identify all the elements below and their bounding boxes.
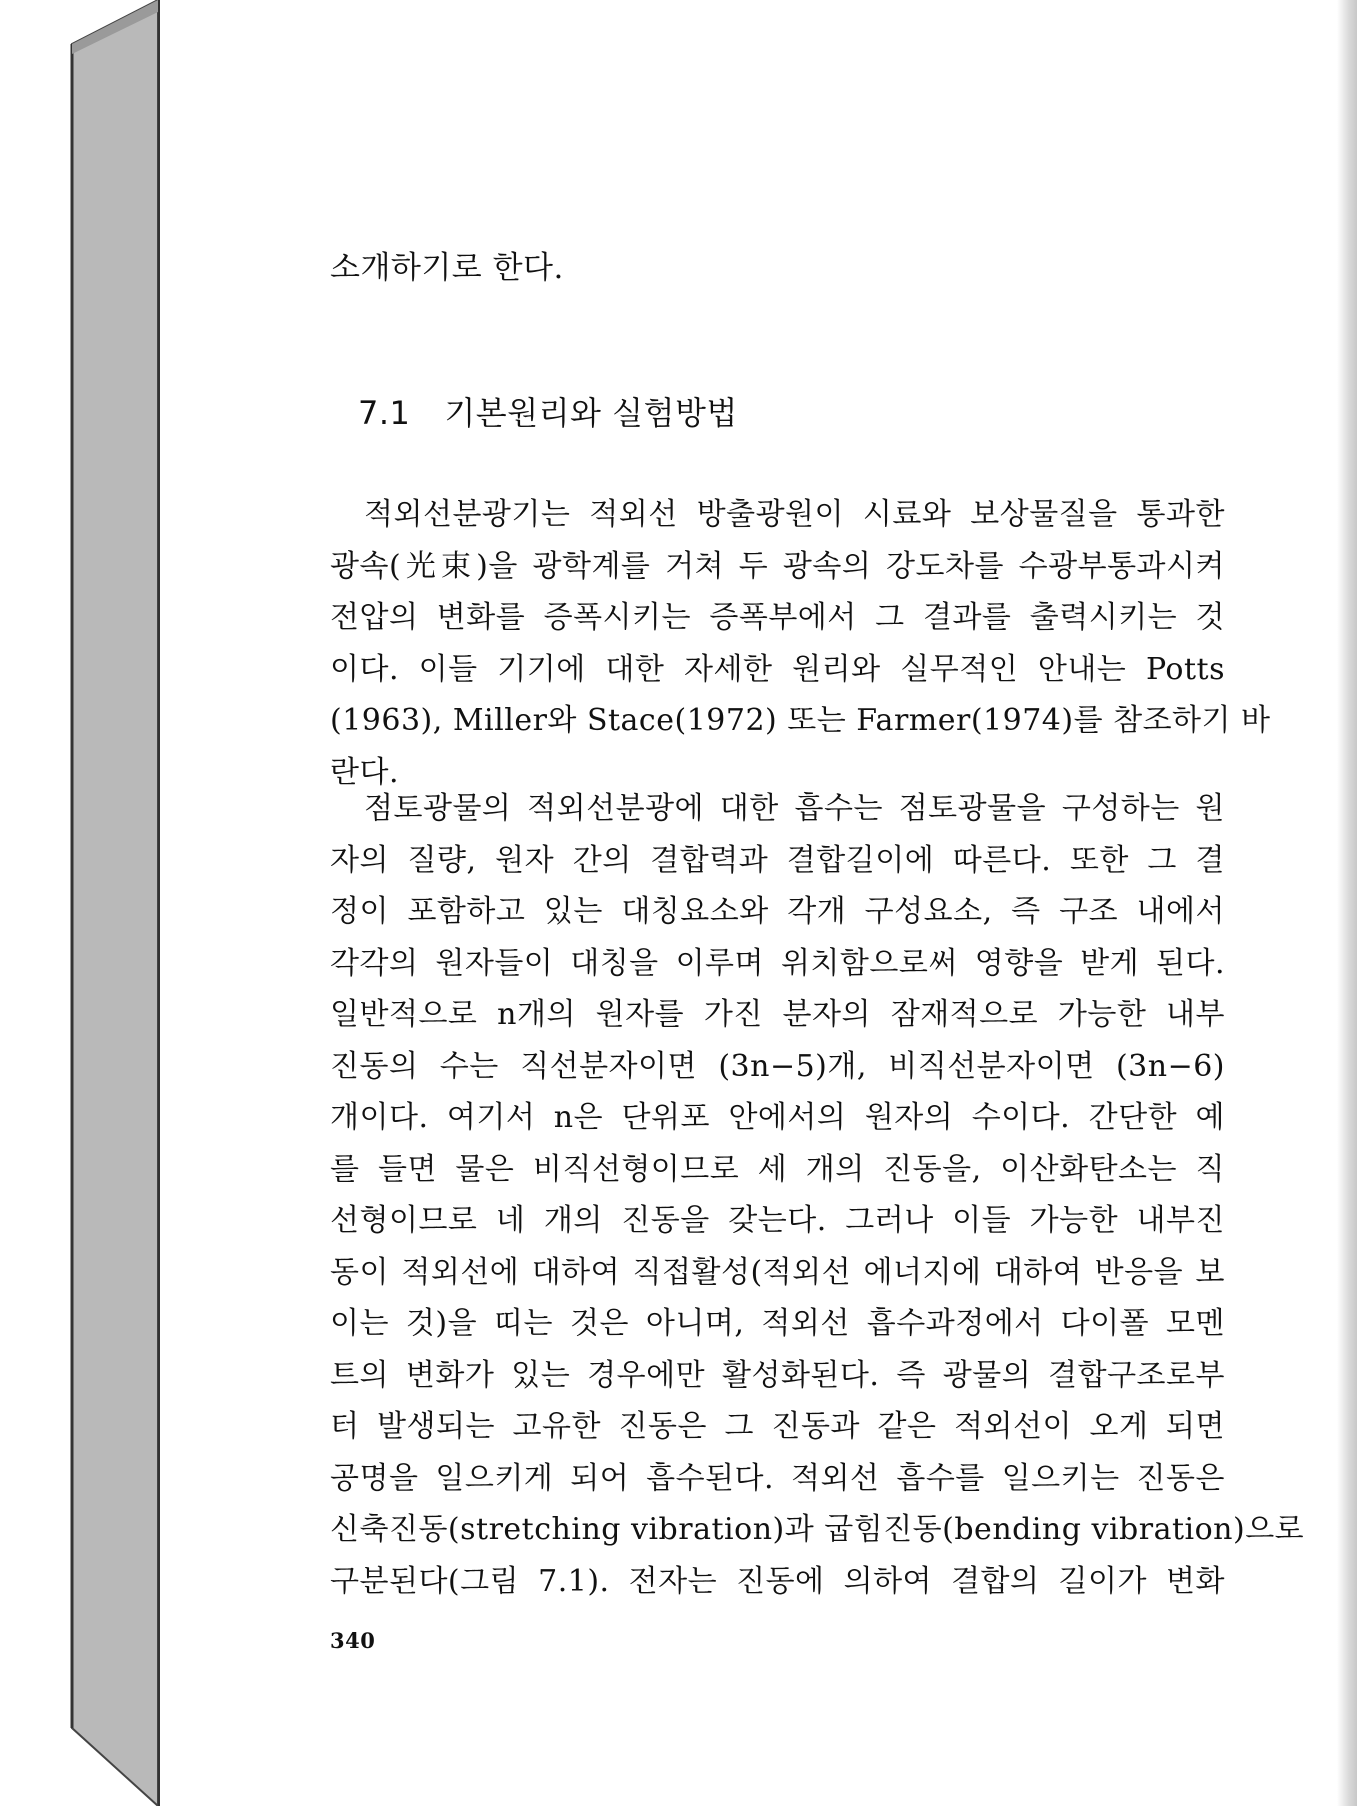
section-number: 7.1 (358, 394, 411, 432)
paragraph-line: 이다. 이들 기기에 대한 자세한 원리와 실무적인 안내는 Potts (330, 651, 1225, 687)
paragraph-line: 광속(光束)을 광학계를 거쳐 두 광속의 강도차를 수광부통과시켜 (330, 548, 1225, 584)
paragraph-line: 구분된다(그림 7.1). 전자는 진동에 의하여 결합의 길이가 변화 (330, 1563, 1225, 1599)
page-number: 340 (330, 1628, 376, 1653)
paragraph-line: 터 발생되는 고유한 진동은 그 진동과 같은 적외선이 오게 되면 (330, 1409, 1225, 1444)
paragraph-line: 개이다. 여기서 n은 단위포 안에서의 원자의 수이다. 간단한 예 (330, 1100, 1225, 1135)
paragraph-line: 트의 변화가 있는 경우에만 활성화된다. 즉 광물의 결합구조로부 (330, 1357, 1225, 1393)
paragraph-line: 자의 질량, 원자 간의 결합력과 결합길이에 따른다. 또한 그 결 (330, 842, 1225, 878)
section-title: 기본원리와 실험방법 (444, 394, 738, 432)
paragraph-line: 일반적으로 n개의 원자를 가진 분자의 잠재적으로 가능한 내부 (330, 997, 1225, 1032)
paragraph-line: 정이 포함하고 있는 대칭요소와 각개 구성요소, 즉 구조 내에서 (330, 894, 1225, 929)
paragraph-line: 공명을 일으키게 되어 흡수된다. 적외선 흡수를 일으키는 진동은 (330, 1460, 1225, 1496)
paragraph-line: 란다. (330, 754, 399, 790)
paragraph-line: 를 들면 물은 비직선형이므로 세 개의 진동을, 이산화탄소는 직 (330, 1151, 1225, 1187)
book-spine (0, 0, 170, 1806)
paragraph-line: 선형이므로 네 개의 진동을 갖는다. 그러나 이들 가능한 내부진 (330, 1203, 1225, 1238)
paragraph-line: 전압의 변화를 증폭시키는 증폭부에서 그 결과를 출력시키는 것 (330, 600, 1225, 635)
paragraph-1 (330, 489, 1271, 798)
paragraph-line: 점토광물의 적외선분광에 대한 흡수는 점토광물을 구성하는 원 (364, 791, 1225, 826)
paragraph-line: 진동의 수는 직선분자이면 (3n−5)개, 비직선분자이면 (3n−6) (330, 1048, 1225, 1084)
paragraph-line: 적외선분광기는 적외선 방출광원이 시료와 보상물질을 통과한 (364, 497, 1225, 532)
page-edge-shadow (1337, 0, 1357, 1806)
paragraph-line: (1963), Miller와 Stace(1972) 또는 Farmer(1974)를 참조하기 바 (330, 703, 1271, 738)
section-heading (358, 388, 738, 434)
paragraph-line: 동이 적외선에 대하여 직접활성(적외선 에너지에 대하여 반응을 보 (330, 1254, 1225, 1290)
paragraph-line: 각각의 원자들이 대칭을 이루며 위치함으로써 영향을 받게 된다. (330, 945, 1225, 981)
paragraph-2 (330, 783, 1305, 1607)
paragraph-line: 신축진동(stretching vibration)과 굽힘진동(bending vibration)으로 (330, 1512, 1305, 1547)
paragraph-line: 이는 것)을 띠는 것은 아니며, 적외선 흡수과정에서 다이폴 모멘 (330, 1306, 1225, 1341)
intro-line: 소개하기로 한다. (330, 250, 564, 286)
